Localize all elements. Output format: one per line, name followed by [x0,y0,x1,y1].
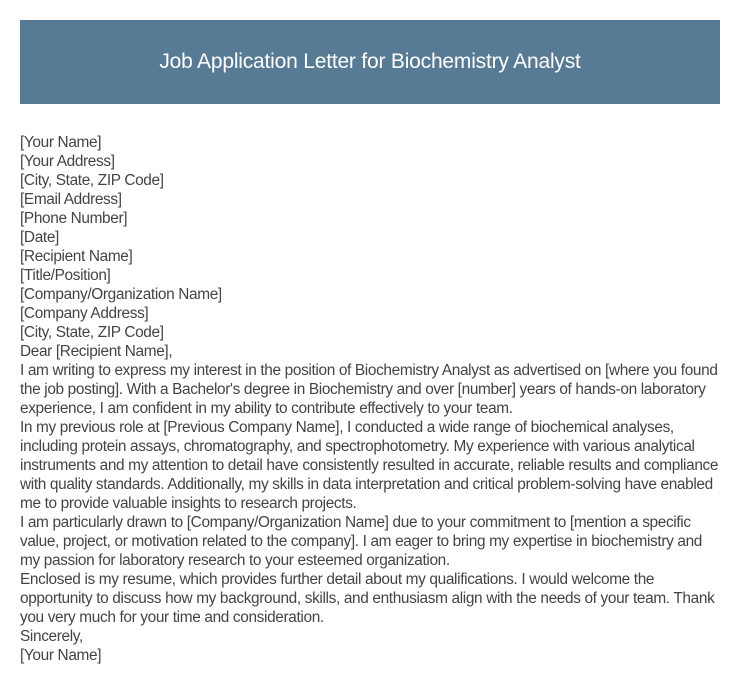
letter-date: [Date] [20,229,59,246]
recipient-address: [Company Address] [20,305,149,322]
closing: Sincerely, [20,628,83,645]
salutation: Dear [Recipient Name], [20,343,173,360]
recipient-title: [Title/Position] [20,267,111,284]
paragraph-experience: In my previous role at [Previous Company Name], I conducted a wide range of biochemical analyses, including protein assays, chromatography, and spectrophotometry. My experience with various analytical instruments and my attention to detail have consistently resulted in accurate, reliable results and compliance with quality standards. Additionally, my skills in data interpretation and critical problem-solving have enabled me to provide valuable insights to research projects. [20,419,719,512]
paragraph-intro: I am writing to express my interest in the position of Biochemistry Analyst as advertised on [where you found the job posting]. With a Bachelor's degree in Biochemistry and over [number] years of hands-on laboratory experience, I am confident in my ability to contribute effectively to your team. [20,362,718,417]
recipient-company: [Company/Organization Name] [20,286,222,303]
paragraph-motivation: I am particularly drawn to [Company/Organization Name] due to your commitment to [mention a specific value, project, or motivation related to the company]. I am eager to bring my expertise in biochemistry and my passion for laboratory research to your esteemed organization. [20,514,702,569]
sender-address: [Your Address] [20,153,115,170]
sender-email: [Email Address] [20,191,122,208]
recipient-name: [Recipient Name] [20,248,133,265]
recipient-city-state-zip: [City, State, ZIP Code] [20,324,164,341]
sender-name: [Your Name] [20,134,102,151]
signature: [Your Name] [20,647,102,664]
page-header [20,20,720,104]
sender-city-state-zip: [City, State, ZIP Code] [20,172,164,189]
page-title: Job Application Letter for Biochemistry Analyst [159,50,581,73]
sender-phone: [Phone Number] [20,210,128,227]
letter-body [20,133,724,665]
paragraph-closing: Enclosed is my resume, which provides further detail about my qualifications. I would welcome the opportunity to discuss how my background, skills, and enthusiasm align with the needs of your team. Thank you very much for your time and consideration. [20,571,715,626]
